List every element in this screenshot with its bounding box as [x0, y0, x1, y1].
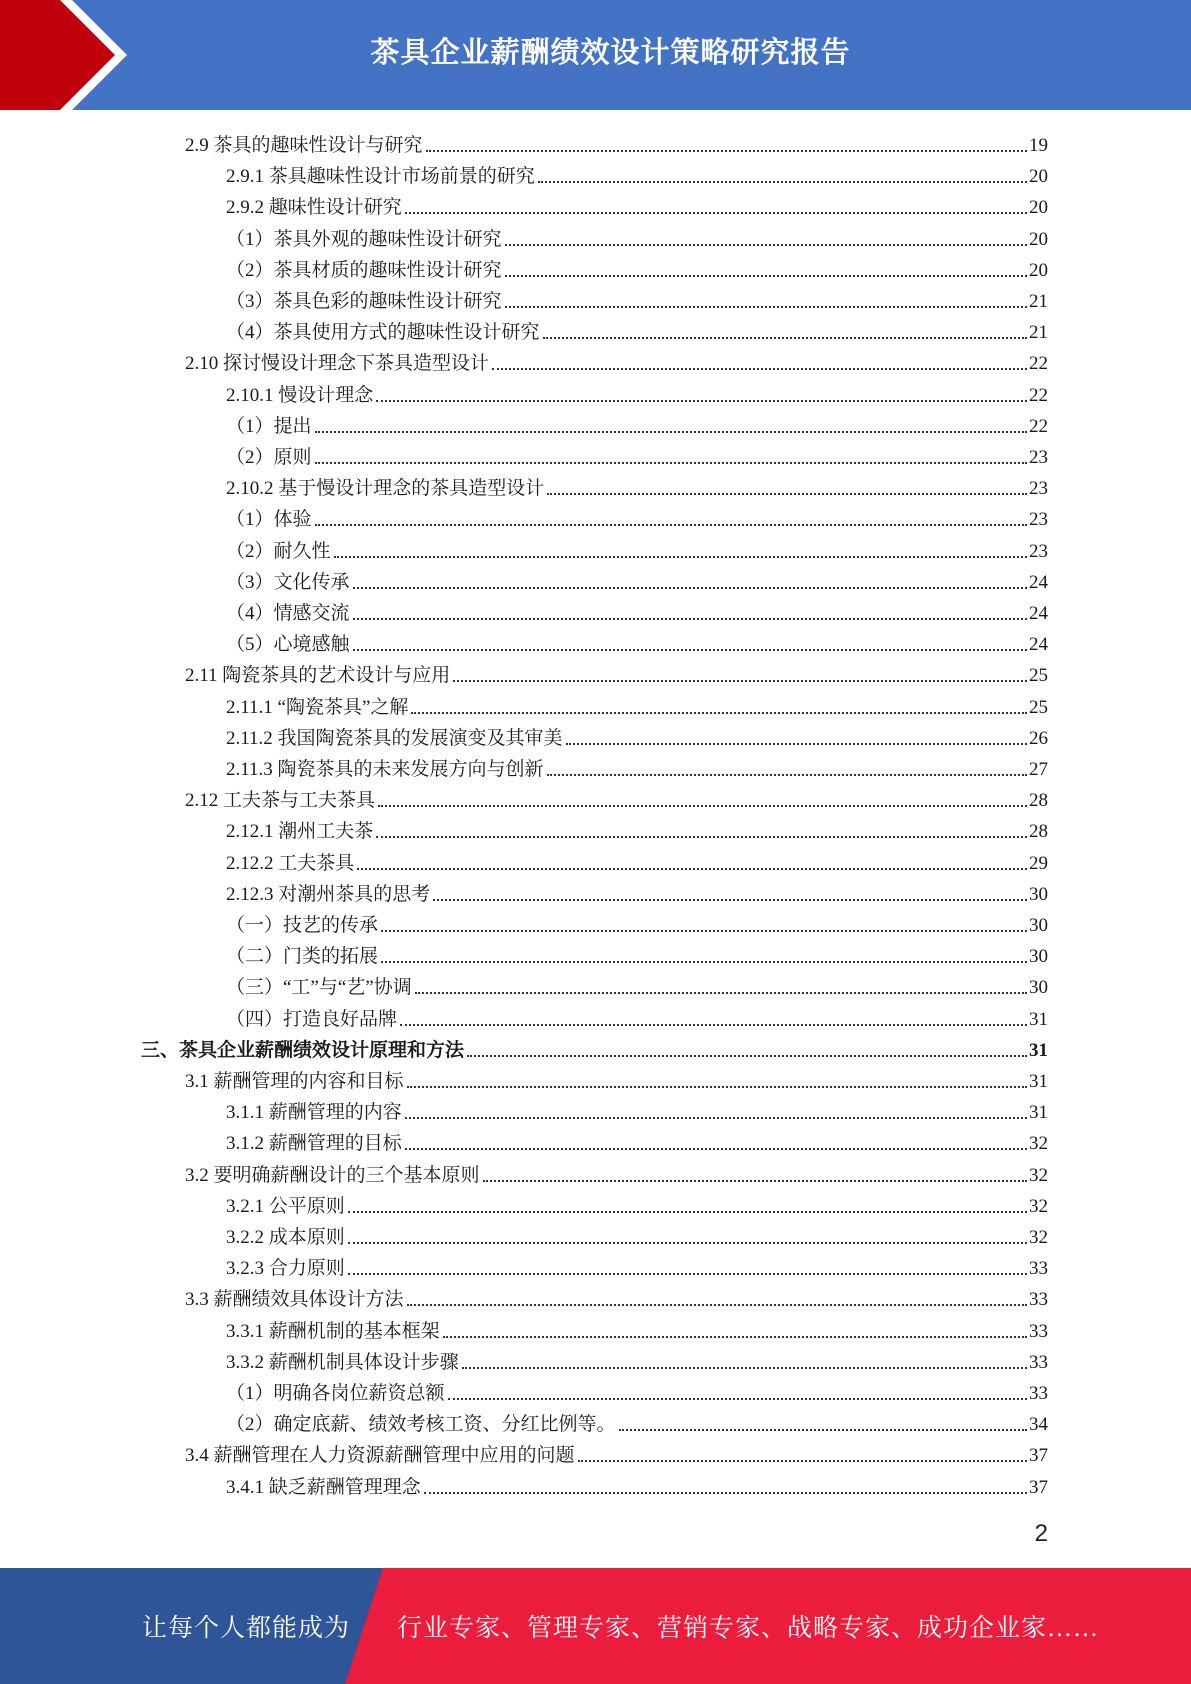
- toc-entry-page: 21: [1029, 291, 1048, 312]
- toc-entry-title: （2）确定底薪、绩效考核工资、分红比例等。: [226, 1414, 616, 1435]
- page-header: [0, 0, 1191, 110]
- toc-entry-title: 2.11 陶瓷茶具的艺术设计与应用: [185, 665, 451, 686]
- toc-dot-leader: [334, 555, 1027, 558]
- toc-entry-page: 22: [1029, 416, 1048, 437]
- toc-entry-title: （4）情感交流: [226, 603, 350, 624]
- toc-entry-page: 30: [1029, 977, 1048, 998]
- toc-entry-title: （1）明确各岗位薪资总额: [226, 1383, 445, 1404]
- toc-dot-leader: [433, 898, 1027, 901]
- toc-entry[interactable]: [226, 314, 1048, 344]
- toc-dot-leader: [619, 1428, 1027, 1431]
- toc-entry-page: 24: [1029, 634, 1048, 655]
- toc-entry-title: 2.9 茶具的趣味性设计与研究: [185, 135, 423, 156]
- footer-slogan: 让每个人都能成为: [142, 1615, 351, 1642]
- toc-entry[interactable]: [226, 1219, 1048, 1249]
- toc-entry-title: （4）茶具使用方式的趣味性设计研究: [226, 322, 540, 343]
- toc-entry-title: 3.3.2 薪酬机制具体设计步骤: [226, 1352, 459, 1373]
- toc-dot-leader: [443, 1335, 1027, 1338]
- toc-dot-leader: [578, 1459, 1027, 1462]
- toc-entry[interactable]: [226, 751, 1048, 781]
- toc-entry[interactable]: [226, 564, 1048, 594]
- toc-dot-leader: [315, 430, 1027, 433]
- toc-entry-title: 三、茶具企业薪酬绩效设计原理和方法: [141, 1040, 465, 1061]
- toc-entry-page: 34: [1029, 1414, 1048, 1435]
- page-footer: [0, 1568, 1191, 1684]
- toc-entry-title: 2.12.2 工夫茶具: [226, 853, 355, 874]
- toc-dot-leader: [348, 1272, 1027, 1275]
- toc-entry-title: 2.12.1 潮州工夫茶: [226, 821, 374, 842]
- toc-entry-page: 25: [1029, 697, 1048, 718]
- toc-dot-leader: [405, 1116, 1027, 1119]
- toc-entry-title: 3.1 薪酬管理的内容和目标: [185, 1071, 404, 1092]
- toc-dot-leader: [353, 648, 1027, 651]
- toc-entry-page: 33: [1029, 1258, 1048, 1279]
- toc-entry-title: 2.11.1 “陶瓷茶具”之解: [226, 697, 409, 718]
- toc-entry-page: 21: [1029, 322, 1048, 343]
- toc-dot-leader: [357, 867, 1027, 870]
- toc-entry[interactable]: [226, 720, 1048, 750]
- toc-entry[interactable]: [226, 221, 1048, 251]
- toc-dot-leader: [492, 367, 1027, 370]
- toc-dot-leader: [543, 336, 1027, 339]
- toc-entry-page: 22: [1029, 353, 1048, 374]
- toc-entry[interactable]: [226, 283, 1048, 313]
- toc-entry-title: （3）茶具色彩的趣味性设计研究: [226, 291, 502, 312]
- toc-entry[interactable]: [226, 845, 1048, 875]
- toc-entry-page: 31: [1029, 1102, 1048, 1123]
- toc-entry-title: （一）技艺的传承: [226, 915, 379, 936]
- toc-entry-page: 29: [1029, 853, 1048, 874]
- toc-dot-leader: [547, 773, 1027, 776]
- toc-entry-title: 3.3 薪酬绩效具体设计方法: [185, 1289, 404, 1310]
- toc-entry-page: 20: [1029, 260, 1048, 281]
- toc-entry-title: （1）茶具外观的趣味性设计研究: [226, 229, 502, 250]
- toc-dot-leader: [467, 1054, 1027, 1057]
- toc-entry-page: 31: [1029, 1009, 1048, 1030]
- toc-entry[interactable]: [226, 1094, 1048, 1124]
- toc-entry-page: 19: [1029, 135, 1048, 156]
- toc-dot-leader: [348, 1241, 1027, 1244]
- toc-entry[interactable]: [226, 876, 1048, 906]
- toc-entry-title: （2）耐久性: [226, 541, 331, 562]
- toc-entry-title: 3.4.1 缺乏薪酬管理理念: [226, 1477, 421, 1498]
- toc-entry-title: （5）心境感触: [226, 634, 350, 655]
- toc-entry-title: 2.9.2 趣味性设计研究: [226, 197, 402, 218]
- toc-entry-page: 20: [1029, 229, 1048, 250]
- toc-entry[interactable]: [185, 345, 1048, 375]
- toc-entry[interactable]: [226, 439, 1048, 469]
- toc-entry[interactable]: [226, 595, 1048, 625]
- toc-entry-title: 2.10.1 慢设计理念: [226, 385, 374, 406]
- toc-dot-leader: [448, 1397, 1027, 1400]
- toc-entry-page: 23: [1029, 478, 1048, 499]
- toc-entry-title: （2）原则: [226, 447, 312, 468]
- toc-entry[interactable]: [185, 1281, 1048, 1311]
- toc-entry-page: 23: [1029, 509, 1048, 530]
- toc-entry-page: 37: [1029, 1477, 1048, 1498]
- toc-dot-leader: [426, 149, 1027, 152]
- page-number: 2: [1034, 1520, 1048, 1547]
- toc-entry[interactable]: [226, 969, 1048, 999]
- toc-entry-page: 23: [1029, 541, 1048, 562]
- toc-entry-page: 20: [1029, 197, 1048, 218]
- toc-entry[interactable]: [226, 1125, 1048, 1155]
- toc-entry[interactable]: [185, 782, 1048, 812]
- toc-entry-title: 2.12 工夫茶与工夫茶具: [185, 790, 376, 811]
- toc-entry-page: 33: [1029, 1289, 1048, 1310]
- toc-entry[interactable]: [226, 252, 1048, 282]
- footer-roles: 行业专家、管理专家、营销专家、战略专家、成功企业家……: [397, 1615, 1100, 1642]
- toc-dot-leader: [315, 461, 1027, 464]
- toc-entry-page: 32: [1029, 1196, 1048, 1217]
- toc-entry[interactable]: [226, 1406, 1048, 1436]
- toc-entry[interactable]: [141, 1032, 1048, 1062]
- toc-dot-leader: [381, 929, 1027, 932]
- toc-dot-leader: [424, 1491, 1027, 1494]
- toc-entry-title: 3.2.3 合力原则: [226, 1258, 345, 1279]
- toc-dot-leader: [405, 211, 1027, 214]
- toc-entry-title: 3.3.1 薪酬机制的基本框架: [226, 1321, 440, 1342]
- document-title: 茶具企业薪酬绩效设计策略研究报告: [370, 34, 851, 69]
- toc-entry-title: （1）提出: [226, 416, 312, 437]
- toc-dot-leader: [547, 492, 1027, 495]
- toc-entry[interactable]: [226, 158, 1048, 188]
- toc-entry-page: 33: [1029, 1352, 1048, 1373]
- toc-dot-leader: [353, 586, 1027, 589]
- toc-dot-leader: [400, 1023, 1027, 1026]
- toc-entry-title: （3）文化传承: [226, 572, 350, 593]
- toc-entry-page: 23: [1029, 447, 1048, 468]
- toc-entry[interactable]: [226, 408, 1048, 438]
- toc-entry-page: 33: [1029, 1383, 1048, 1404]
- toc-entry[interactable]: [226, 813, 1048, 843]
- toc-entry-page: 22: [1029, 385, 1048, 406]
- toc-entry[interactable]: [226, 1469, 1048, 1499]
- toc-entry-page: 28: [1029, 790, 1048, 811]
- toc-dot-leader: [538, 180, 1027, 183]
- toc-entry[interactable]: [226, 1001, 1048, 1031]
- toc-entry[interactable]: [226, 626, 1048, 656]
- toc-dot-leader: [411, 711, 1027, 714]
- toc-entry-page: 27: [1029, 759, 1048, 780]
- toc-dot-leader: [407, 1085, 1027, 1088]
- toc-entry[interactable]: [185, 657, 1048, 687]
- toc-entry-title: （二）门类的拓展: [226, 946, 379, 967]
- toc-entry-title: 2.10.2 基于慢设计理念的茶具造型设计: [226, 478, 545, 499]
- toc-entry-title: （1）体验: [226, 509, 312, 530]
- toc-dot-leader: [453, 679, 1027, 682]
- toc-dot-leader: [376, 835, 1027, 838]
- toc-dot-leader: [483, 1179, 1027, 1182]
- toc-entry-page: 37: [1029, 1445, 1048, 1466]
- toc-entry[interactable]: [226, 533, 1048, 563]
- toc-entry-title: 2.9.1 茶具趣味性设计市场前景的研究: [226, 166, 535, 187]
- toc-entry-title: 2.11.2 我国陶瓷茶具的发展演变及其审美: [226, 728, 563, 749]
- toc-entry-page: 26: [1029, 728, 1048, 749]
- toc-entry-page: 24: [1029, 572, 1048, 593]
- toc-entry-page: 32: [1029, 1227, 1048, 1248]
- toc-dot-leader: [566, 742, 1027, 745]
- toc-entry-title: 3.1.1 薪酬管理的内容: [226, 1102, 402, 1123]
- toc-entry-page: 24: [1029, 603, 1048, 624]
- toc-dot-leader: [405, 1147, 1027, 1150]
- toc-entry-page: 20: [1029, 166, 1048, 187]
- toc-entry-page: 30: [1029, 946, 1048, 967]
- toc-entry[interactable]: [226, 189, 1048, 219]
- toc-entry[interactable]: [226, 501, 1048, 531]
- toc-dot-leader: [378, 804, 1027, 807]
- toc-entry-title: 3.2.1 公平原则: [226, 1196, 345, 1217]
- toc-entry[interactable]: [226, 1344, 1048, 1374]
- toc-entry-title: （2）茶具材质的趣味性设计研究: [226, 260, 502, 281]
- toc-dot-leader: [505, 274, 1027, 277]
- toc-entry[interactable]: [185, 1437, 1048, 1467]
- toc-entry[interactable]: [226, 1188, 1048, 1218]
- toc-entry-page: 25: [1029, 665, 1048, 686]
- toc-entry-page: 31: [1029, 1071, 1048, 1092]
- toc-entry-title: 3.2.2 成本原则: [226, 1227, 345, 1248]
- toc-dot-leader: [353, 617, 1027, 620]
- toc-entry-title: 2.11.3 陶瓷茶具的未来发展方向与创新: [226, 759, 544, 780]
- toc-entry[interactable]: [226, 938, 1048, 968]
- toc-entry-title: 2.10 探讨慢设计理念下茶具造型设计: [185, 353, 490, 374]
- toc-dot-leader: [462, 1366, 1027, 1369]
- toc-entry-page: 32: [1029, 1133, 1048, 1154]
- toc-dot-leader: [505, 305, 1027, 308]
- toc-entry-page: 32: [1029, 1165, 1048, 1186]
- toc-entry-page: 30: [1029, 915, 1048, 936]
- toc-entry[interactable]: [185, 1063, 1048, 1093]
- toc-entry-page: 30: [1029, 884, 1048, 905]
- toc-dot-leader: [315, 523, 1027, 526]
- toc-entry-page: 28: [1029, 821, 1048, 842]
- toc-entry[interactable]: [185, 1157, 1048, 1187]
- toc-entry-page: 31: [1029, 1040, 1048, 1061]
- toc-entry[interactable]: [226, 1375, 1048, 1405]
- toc-dot-leader: [505, 243, 1027, 246]
- toc-dot-leader: [381, 960, 1027, 963]
- toc-entry-title: （三）“工”与“艺”协调: [226, 977, 412, 998]
- toc-entry[interactable]: [226, 907, 1048, 937]
- toc-dot-leader: [376, 399, 1027, 402]
- toc-entry-title: 3.2 要明确薪酬设计的三个基本原则: [185, 1165, 480, 1186]
- toc-entry-title: 2.12.3 对潮州茶具的思考: [226, 884, 431, 905]
- toc-entry-title: 3.4 薪酬管理在人力资源薪酬管理中应用的问题: [185, 1445, 575, 1466]
- toc-entry-title: 3.1.2 薪酬管理的目标: [226, 1133, 402, 1154]
- toc-entry[interactable]: [226, 470, 1048, 500]
- toc-entry-title: （四）打造良好品牌: [226, 1009, 398, 1030]
- toc-entry[interactable]: [185, 127, 1048, 157]
- toc-dot-leader: [407, 1303, 1027, 1306]
- toc-entry[interactable]: [226, 1313, 1048, 1343]
- toc-entry[interactable]: [226, 377, 1048, 407]
- toc-dot-leader: [348, 1210, 1027, 1213]
- toc-entry[interactable]: [226, 689, 1048, 719]
- toc-entry-page: 33: [1029, 1321, 1048, 1342]
- toc-dot-leader: [415, 991, 1027, 994]
- toc-entry[interactable]: [226, 1250, 1048, 1280]
